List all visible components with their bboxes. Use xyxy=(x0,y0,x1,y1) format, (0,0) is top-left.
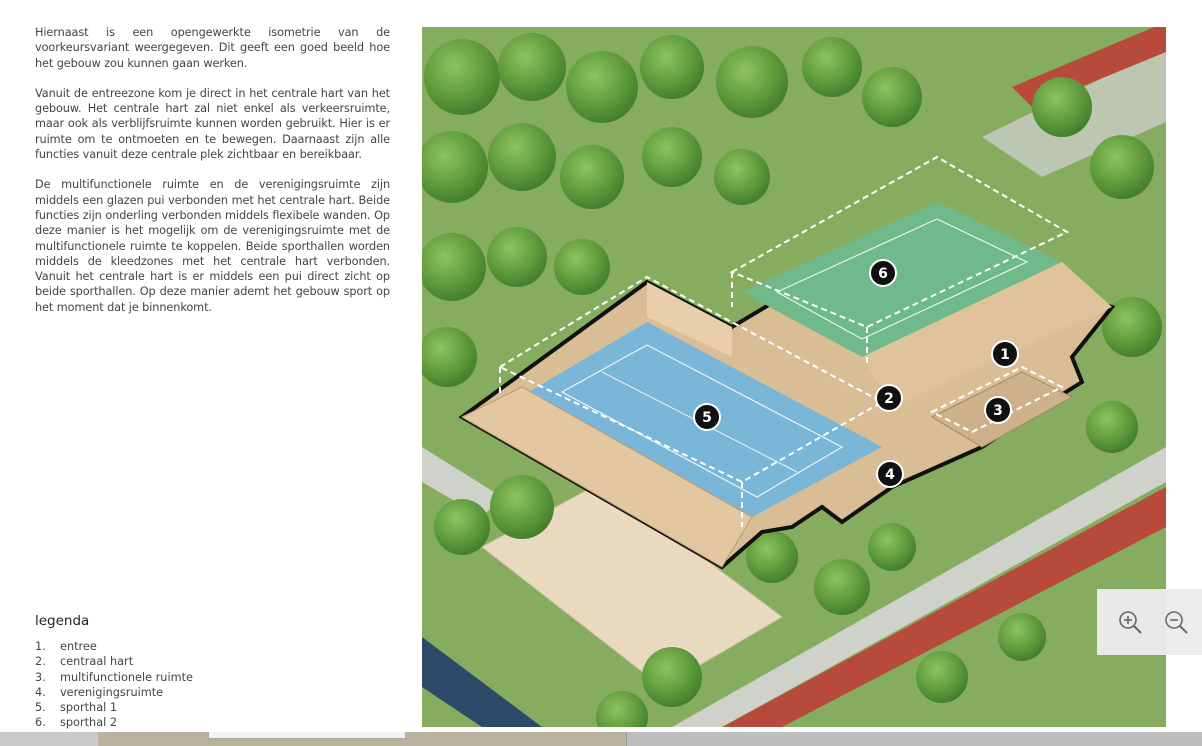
svg-text:5: 5 xyxy=(702,410,712,426)
svg-text:1: 1 xyxy=(1000,347,1010,363)
marker-3 xyxy=(985,397,1011,423)
marker-5 xyxy=(694,404,720,430)
zoom-controls xyxy=(1097,589,1202,655)
legend-item: 3. multifunctionele ruimte xyxy=(35,670,193,684)
svg-text:2: 2 xyxy=(884,391,894,407)
legend-item: 4. verenigingsruimte xyxy=(35,685,164,699)
svg-text:4: 4 xyxy=(885,467,895,483)
legend-item: 1. entree xyxy=(35,640,97,653)
legend-item: 5. sporthal 1 xyxy=(35,701,118,715)
isometric-drawing xyxy=(422,27,1166,727)
intro-text xyxy=(35,25,390,330)
legend-item: 6. sporthal 2 xyxy=(35,716,118,730)
marker-1 xyxy=(992,341,1018,367)
intro-paragraph-2: Vanuit de entreezone kom je direct in het centrale hart van het gebouw. Het centrale hart zal niet enkel als verkeersruimte, maar ook als verblijfsruimte kunnen worden gebruikt. Hier is er ruimte om te ontmoeten en te bewegen. Daarnaast zijn alle functies vanuit deze centrale plek zichtbaar en bereikbaar. xyxy=(35,86,390,162)
zoom-in-icon xyxy=(1117,609,1143,635)
svg-text:6: 6 xyxy=(878,266,888,282)
legend-item: 2. centraal hart xyxy=(35,655,134,669)
svg-text:3: 3 xyxy=(993,403,1003,419)
viewer-bottom-bar xyxy=(0,732,1202,746)
marker-6 xyxy=(870,260,896,286)
intro-paragraph-1: Hiernaast is een opengewerkte isometrie van de voorkeursvariant weergegeven. Dit geeft een goed beeld hoe het gebouw zou kunnen gaan werken. xyxy=(35,26,390,70)
marker-2 xyxy=(876,385,902,411)
bottom-bar-tab[interactable] xyxy=(208,732,406,739)
zoom-out-button[interactable] xyxy=(1163,589,1202,655)
legend-title: legenda xyxy=(35,613,90,629)
legend-list xyxy=(35,639,193,731)
intro-paragraph-3: De multifunctionele ruimte en de verenigingsruimte zijn middels een glazen pui verbonden met het centrale hart. Beide functies zijn onderling verbonden middels flexibele wanden. Op deze manier is het mogelijk om de verenigingsruimte met de multifunctionele ruimte te koppelen. Beide sporthallen worden middels de kleedzones met het centrale hart verbonden. Vanuit het centrale hart is er middels een pui direct zicht op beide sporthallen. Op deze manier ademt het gebouw sport op het moment dat je binnenkomt. xyxy=(35,178,390,314)
zoom-in-button[interactable] xyxy=(1097,589,1163,655)
marker-4 xyxy=(877,461,903,487)
bottom-bar-segment xyxy=(626,732,1202,746)
zoom-out-icon xyxy=(1163,609,1189,635)
isometric-illustration xyxy=(422,27,1166,727)
